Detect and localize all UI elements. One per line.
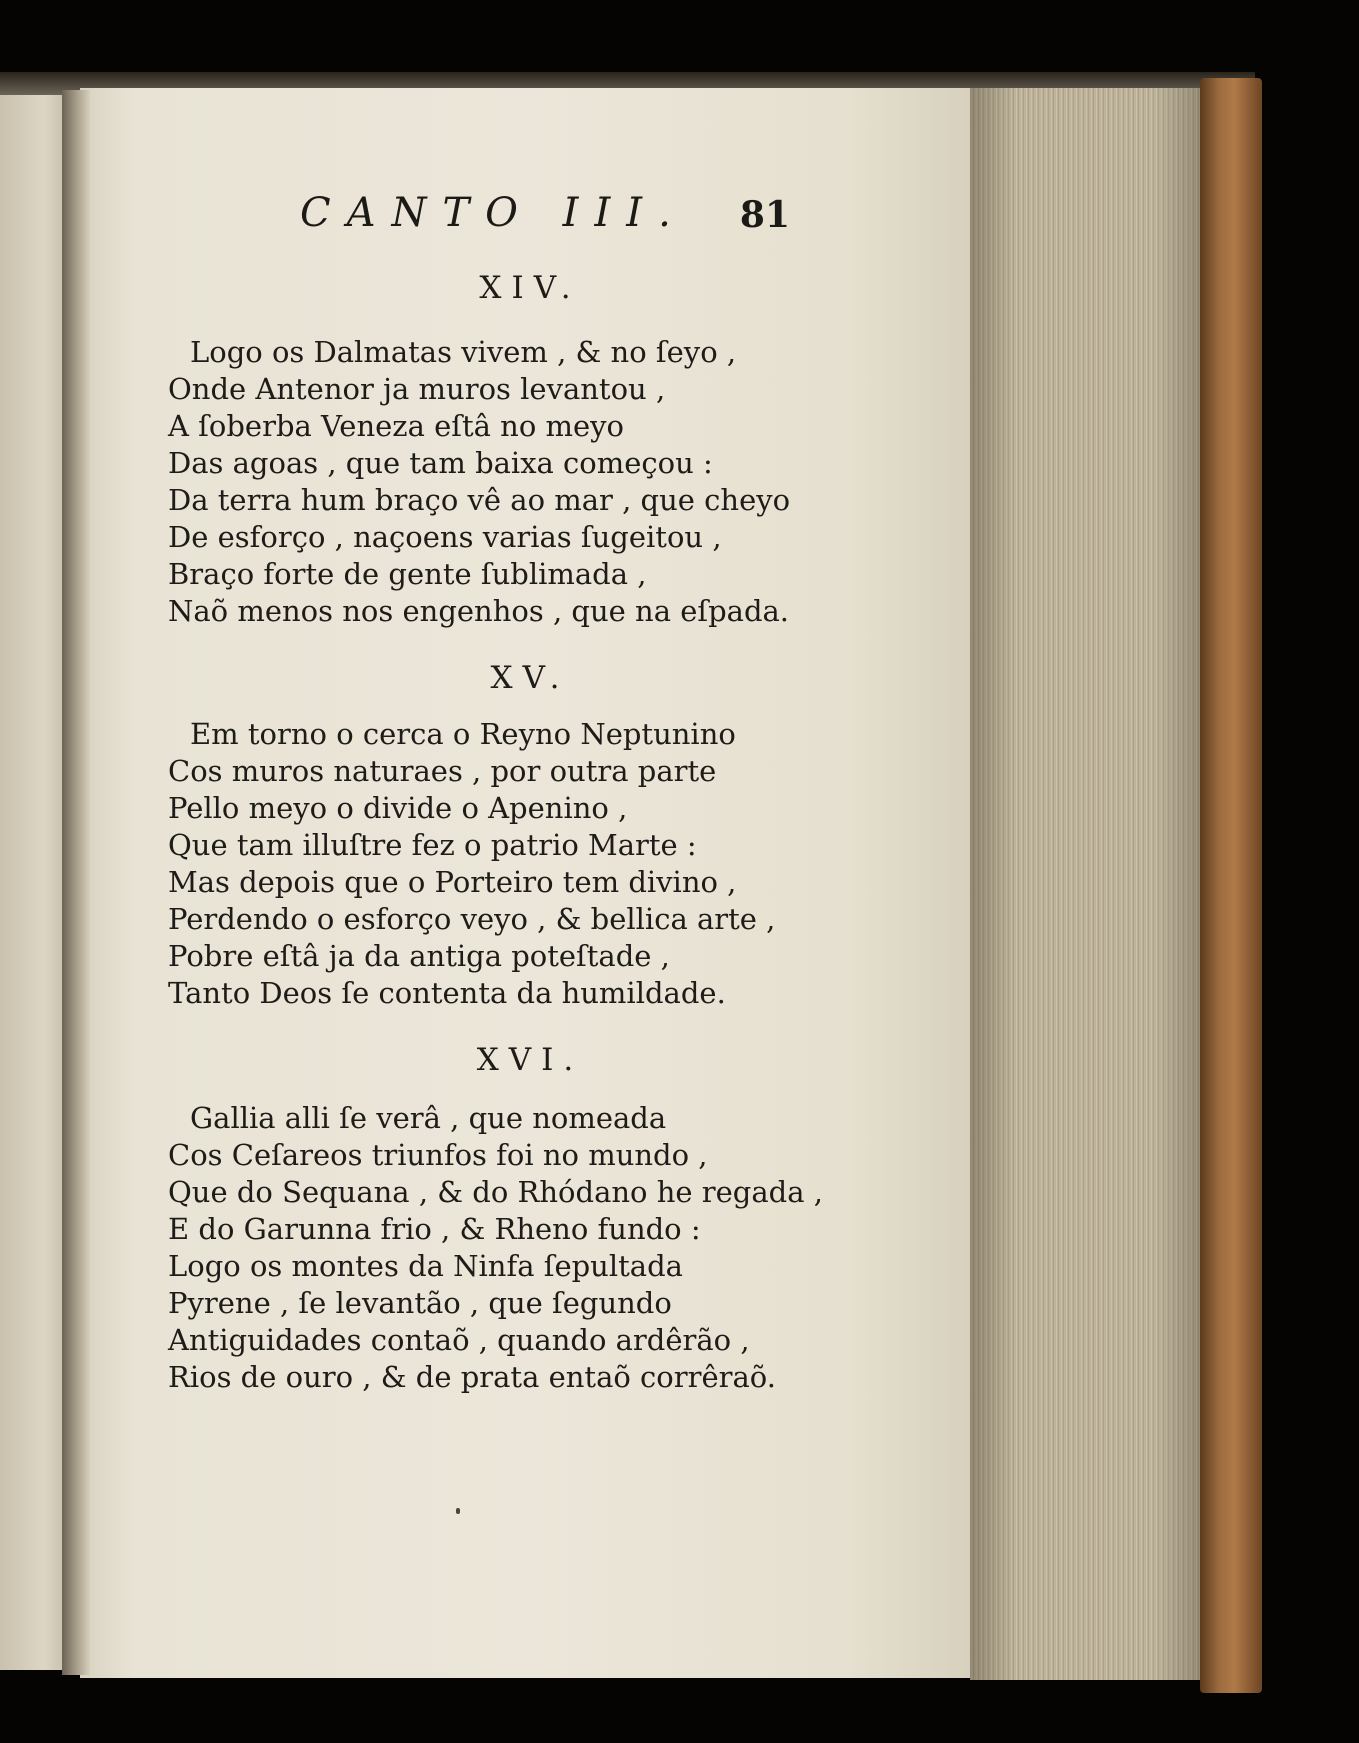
verse-line: Pyrene , ſe levantão , que ſegundo bbox=[168, 1286, 672, 1320]
page-number: 81 bbox=[739, 194, 790, 236]
verse-line: Perdendo o esforço veyo , & bellica arte , bbox=[168, 902, 776, 936]
running-title: CANTO III. bbox=[300, 190, 687, 236]
verse-line: Em torno o cerca o Reyno Neptunino bbox=[190, 717, 736, 751]
verse-line: Naõ menos nos engenhos , que na eſpada. bbox=[168, 594, 790, 628]
stanza-xvi bbox=[168, 1100, 823, 1396]
verse-line: Logo os montes da Ninfa ſepultada bbox=[168, 1249, 683, 1283]
verse-line: Cos Ceſareos triunfos foi no mundo , bbox=[168, 1138, 708, 1172]
verse-line: Logo os Dalmatas vivem , & no ſeyo , bbox=[190, 335, 737, 369]
verse-line: Antiguidades contaõ , quando ardêrão , bbox=[168, 1323, 750, 1357]
stanza-xiv bbox=[168, 334, 791, 630]
stanza-number: XVI. bbox=[476, 1042, 584, 1078]
verse-line: Rios de ouro , & de prata entaõ corrêraõ. bbox=[168, 1360, 776, 1394]
stanza-number: XIV. bbox=[479, 270, 581, 306]
verse-line: Que do Sequana , & do Rhódano he regada , bbox=[168, 1175, 823, 1209]
verse-line: E do Garunna frio , & Rheno fundo : bbox=[168, 1212, 701, 1246]
book-gutter bbox=[62, 90, 90, 1675]
book-cover-edge bbox=[1200, 78, 1262, 1693]
verse-line: Braço forte de gente ſublimada , bbox=[168, 557, 647, 591]
verse-line: Pobre eſtâ ja da antiga poteſtade , bbox=[168, 939, 670, 973]
verse-line: Onde Antenor ja muros levantou , bbox=[168, 372, 666, 406]
ink-speck bbox=[456, 1508, 460, 1514]
verse-line: Mas depois que o Porteiro tem divino , bbox=[168, 865, 737, 899]
stanza-number: XV. bbox=[490, 660, 570, 696]
verse-line: Gallia alli ſe verâ , que nomeada bbox=[190, 1101, 667, 1135]
verse-line: Que tam illuſtre fez o patrio Marte : bbox=[168, 828, 697, 862]
verse-line: A ſoberba Veneza eſtâ no meyo bbox=[168, 409, 624, 443]
verse-line: Tanto Deos ſe contenta da humildade. bbox=[168, 976, 726, 1010]
verse-line: Cos muros naturaes , por outra parte bbox=[168, 754, 717, 788]
verse-line: De esforço , naçoens varias ſugeitou , bbox=[168, 520, 722, 554]
verse-line: Das agoas , que tam baixa começou : bbox=[168, 446, 713, 480]
verse-line: Da terra hum braço vê ao mar , que cheyo bbox=[168, 483, 791, 517]
verse-line: Pello meyo o divide o Apenino , bbox=[168, 791, 628, 825]
page-header bbox=[300, 190, 790, 250]
stanza-xv bbox=[168, 716, 776, 1012]
page-fore-edge-shade bbox=[970, 88, 1200, 1680]
